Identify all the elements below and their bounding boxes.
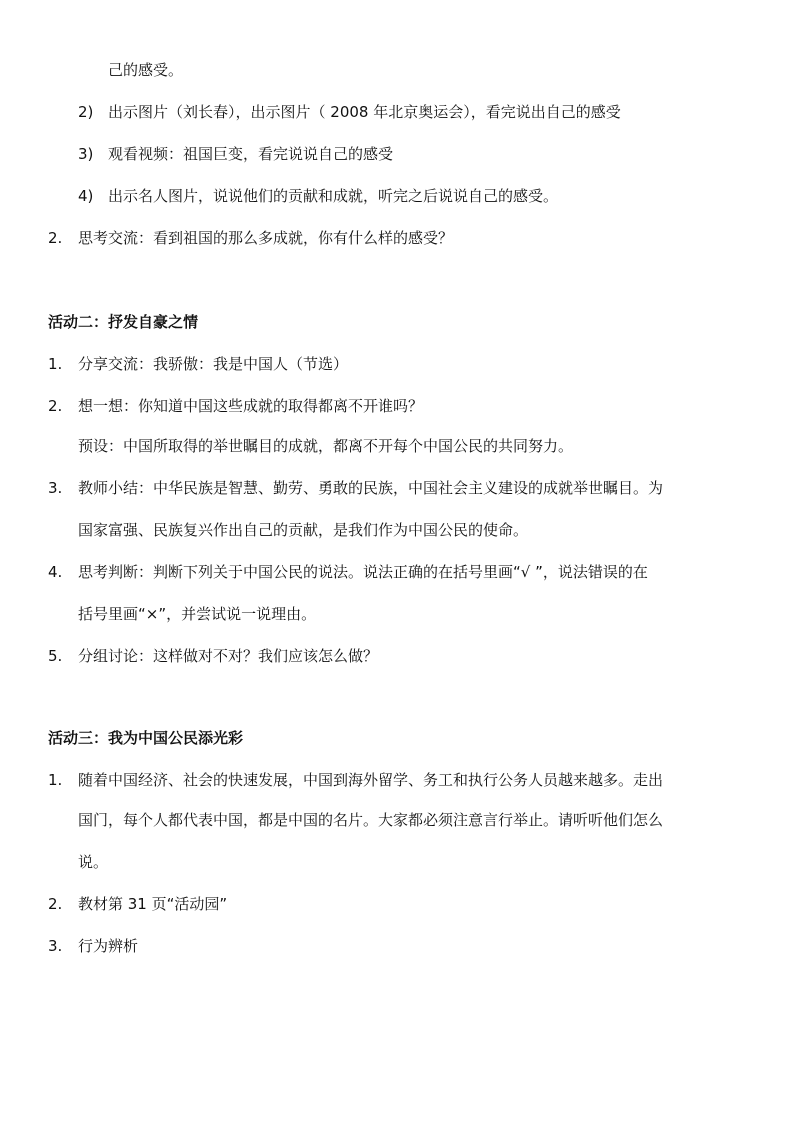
list-item-number: 1.	[48, 355, 63, 373]
list-item-text: 教师小结：中华民族是智慧、勤劳、勇敢的民族，中国社会主义建设的成就举世瞩目。为	[78, 479, 664, 497]
sub-item-number: 2)	[78, 103, 94, 121]
list-item-text: 思考判断：判断下列关于中国公民的说法。说法正确的在括号里画“√ ”，说法错误的在	[78, 563, 648, 581]
list-item-text: 分享交流：我骄傲：我是中国人（节选）	[78, 355, 349, 373]
list-item-number: 3.	[48, 479, 63, 497]
list-item-text: 国门，每个人都代表中国，都是中国的名片。大家都必须注意言行举止。请听听他们怎么	[78, 811, 664, 829]
list-item-number: 3.	[48, 937, 63, 955]
list-item-text: 分组讨论：这样做对不对？我们应该怎么做？	[78, 647, 379, 665]
list-item-number: 2.	[48, 229, 63, 247]
sub-item-text: 出示名人图片，说说他们的贡献和成就，听完之后说说自己的感受。	[108, 187, 559, 205]
list-item-text: 国家富强、民族复兴作出自己的贡献，是我们作为中国公民的使命。	[78, 521, 529, 539]
list-item-text: 思考交流：看到祖国的那么多成就，你有什么样的感受？	[78, 229, 454, 247]
list-item-text: 随着中国经济、社会的快速发展，中国到海外留学、务工和执行公务人员越来越多。走出	[78, 771, 664, 789]
list-item-text: 预设：中国所取得的举世瞩目的成就，都离不开每个中国公民的共同努力。	[78, 437, 574, 455]
list-item-number: 5.	[48, 647, 63, 665]
sub-item-number: 4)	[78, 187, 94, 205]
list-item-text: 教材第 31 页“活动园”	[78, 895, 228, 913]
list-item-number: 1.	[48, 771, 63, 789]
sub-item-text: 观看视频：祖国巨变，看完说说自己的感受	[108, 145, 394, 163]
list-item-text: 想一想：你知道中国这些成就的取得都离不开谁吗？	[78, 397, 424, 415]
list-item-text: 括号里画“×”，并尝试说一说理由。	[78, 605, 317, 623]
sub-item-text: 出示图片（刘长春），出示图片（ 2008 年北京奥运会），看完说出自己的感受	[108, 103, 621, 121]
list-item-number: 4.	[48, 563, 63, 581]
section-heading: 活动三：我为中国公民添光彩	[48, 729, 244, 747]
list-item-number: 2.	[48, 895, 63, 913]
list-item-text: 行为辨析	[78, 937, 139, 955]
section-heading: 活动二：抒发自豪之情	[48, 313, 199, 331]
continued-line: 己的感受。	[108, 61, 184, 79]
list-item-text: 说。	[78, 853, 109, 871]
sub-item-number: 3)	[78, 145, 94, 163]
list-item-number: 2.	[48, 397, 63, 415]
